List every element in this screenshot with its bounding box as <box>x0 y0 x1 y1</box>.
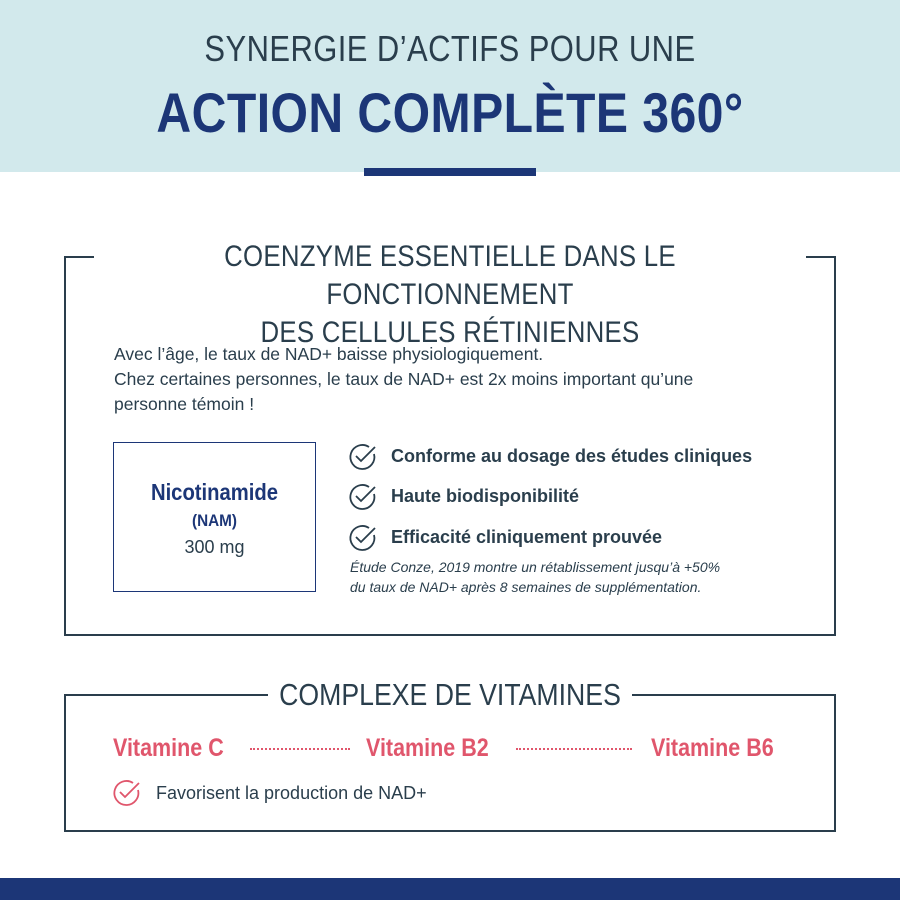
study-note <box>350 557 810 597</box>
benefit-label: Haute biodisponibilité <box>391 486 579 506</box>
vitamin-benefit-label: Favorisent la production de NAD+ <box>156 783 427 803</box>
section-title-line2: DES CELLULES RÉTINIENNES <box>260 316 640 349</box>
vitamin-b2-label: Vitamine B2 <box>366 734 489 762</box>
vitamin-b6-label: Vitamine B6 <box>651 734 774 762</box>
ingredient-name: Nicotinamide <box>150 479 279 505</box>
study-line1: Étude Conze, 2019 montre un rétablissement jusqu’à +50% <box>350 559 721 575</box>
header-divider <box>364 168 536 176</box>
vitamins-section-frame <box>64 694 836 832</box>
coenzyme-section-title <box>118 238 782 352</box>
benefit-label: Efficacité cliniquement prouvée <box>391 527 663 547</box>
vitamin-c-label: Vitamine C <box>113 734 224 762</box>
vitamins-section-title: COMPLEXE DE VITAMINES <box>279 677 621 712</box>
intro-line3: personne témoin ! <box>114 394 255 414</box>
benefit-item <box>348 482 818 512</box>
header-subtitle: SYNERGIE D’ACTIFS POUR UNE <box>204 28 696 69</box>
ingredient-abbr: (NAM) <box>191 511 238 530</box>
study-line2: du taux de NAD+ après 8 semaines de supplémentation. <box>350 579 702 595</box>
frame-top-left-segment <box>64 256 94 258</box>
intro-line1: Avec l’âge, le taux de NAD+ baisse physiologiquement. <box>114 344 544 364</box>
dotted-separator <box>250 748 350 750</box>
vitamin-benefit-item <box>112 778 512 808</box>
intro-line2: Chez certaines personnes, le taux de NAD+ est 2x moins important qu’une <box>114 369 694 389</box>
check-circle-icon <box>348 523 378 553</box>
benefit-item <box>348 442 818 472</box>
ingredient-dose: 300 mg <box>184 537 245 557</box>
check-circle-icon <box>112 778 142 808</box>
intro-paragraph <box>114 342 814 417</box>
dotted-separator <box>516 748 632 750</box>
benefit-item <box>348 523 818 553</box>
frame-top-right-segment <box>806 256 836 258</box>
check-circle-icon <box>348 442 378 472</box>
footer-band <box>0 878 900 900</box>
benefit-label: Conforme au dosage des études cliniques <box>391 446 753 466</box>
header-title: ACTION COMPLÈTE 360° <box>156 81 744 144</box>
section-title-line1: COENZYME ESSENTIELLE DANS LE FONCTIONNEMENT <box>224 240 676 311</box>
check-circle-icon <box>348 482 378 512</box>
ingredient-card <box>113 442 316 592</box>
